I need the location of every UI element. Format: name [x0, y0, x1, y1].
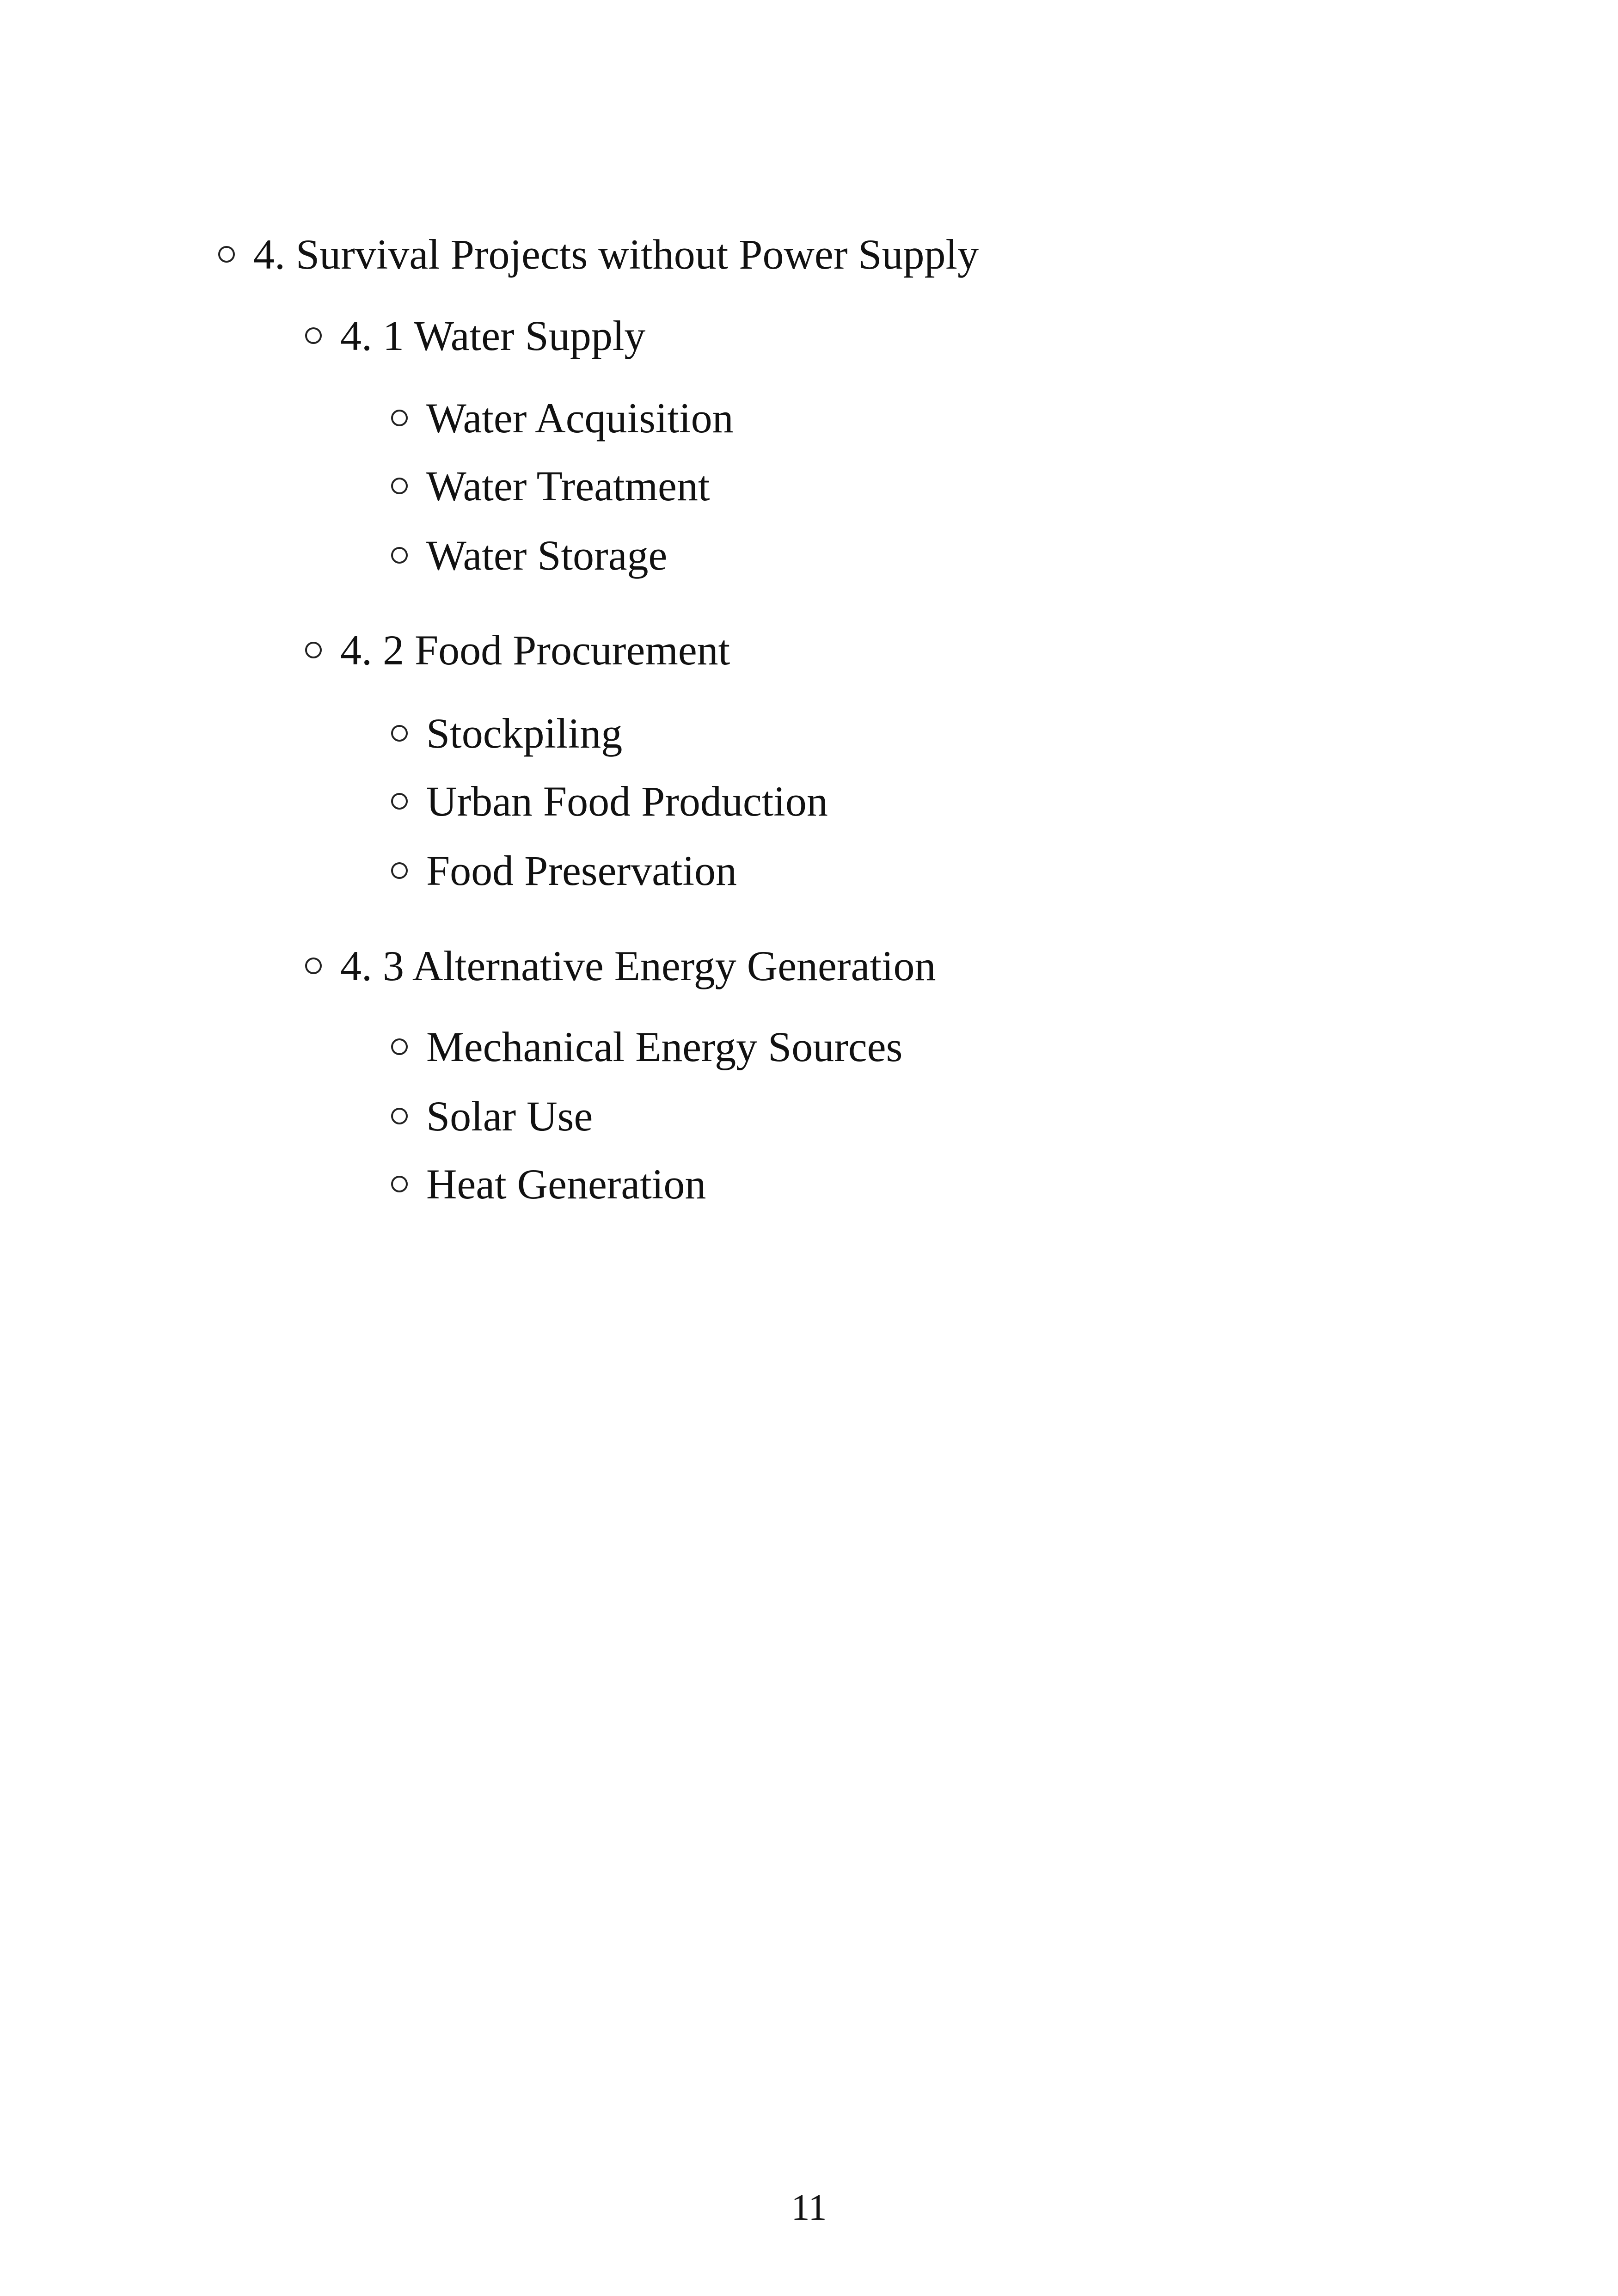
outline-item-label: Stockpiling: [426, 710, 623, 757]
outline-item-label: Heat Generation: [426, 1160, 706, 1208]
page-number: 11: [791, 2187, 827, 2228]
hollow-circle-bullet-icon: [391, 478, 408, 494]
outline-item: [391, 1025, 902, 1068]
hollow-circle-bullet-icon: [305, 327, 322, 344]
outline-item: [391, 780, 828, 823]
outline-item-label: Water Storage: [426, 532, 668, 579]
outline-item: [391, 712, 622, 755]
outline-item: [391, 462, 710, 510]
subsection-title: 4. 1 Water Supply: [340, 312, 646, 359]
subsection-title: 4. 3 Alternative Energy Generation: [340, 942, 936, 989]
section-title: 4. Survival Projects without Power Supply: [253, 231, 979, 278]
hollow-circle-bullet-icon: [391, 547, 408, 564]
hollow-circle-bullet-icon: [391, 1176, 408, 1192]
outline-subsection-4-2: [305, 626, 730, 674]
outline-item-label: Urban Food Production: [426, 778, 828, 825]
outline-item-label: Water Treatment: [426, 462, 710, 510]
hollow-circle-bullet-icon: [218, 246, 235, 263]
hollow-circle-bullet-icon: [391, 793, 408, 810]
outline-item: [391, 1093, 593, 1140]
outline-item: [391, 849, 737, 892]
hollow-circle-bullet-icon: [305, 958, 322, 974]
outline-item-label: Water Acquisition: [426, 394, 734, 442]
outline-item-label: Mechanical Energy Sources: [426, 1023, 903, 1070]
outline-subsection-4-1: [305, 314, 645, 357]
outline-item: [391, 1160, 706, 1208]
hollow-circle-bullet-icon: [305, 642, 322, 658]
outline-subsection-4-3: [305, 942, 936, 989]
outline-section-4: [218, 233, 979, 276]
hollow-circle-bullet-icon: [391, 410, 408, 426]
hollow-circle-bullet-icon: [391, 862, 408, 879]
outline-item-label: Food Preservation: [426, 847, 737, 894]
hollow-circle-bullet-icon: [391, 1108, 408, 1124]
outline-item-label: Solar Use: [426, 1093, 593, 1140]
subsection-title: 4. 2 Food Procurement: [340, 626, 730, 674]
hollow-circle-bullet-icon: [391, 1038, 408, 1055]
hollow-circle-bullet-icon: [391, 725, 408, 742]
outline-item: [391, 394, 734, 442]
outline-item: [391, 534, 667, 577]
